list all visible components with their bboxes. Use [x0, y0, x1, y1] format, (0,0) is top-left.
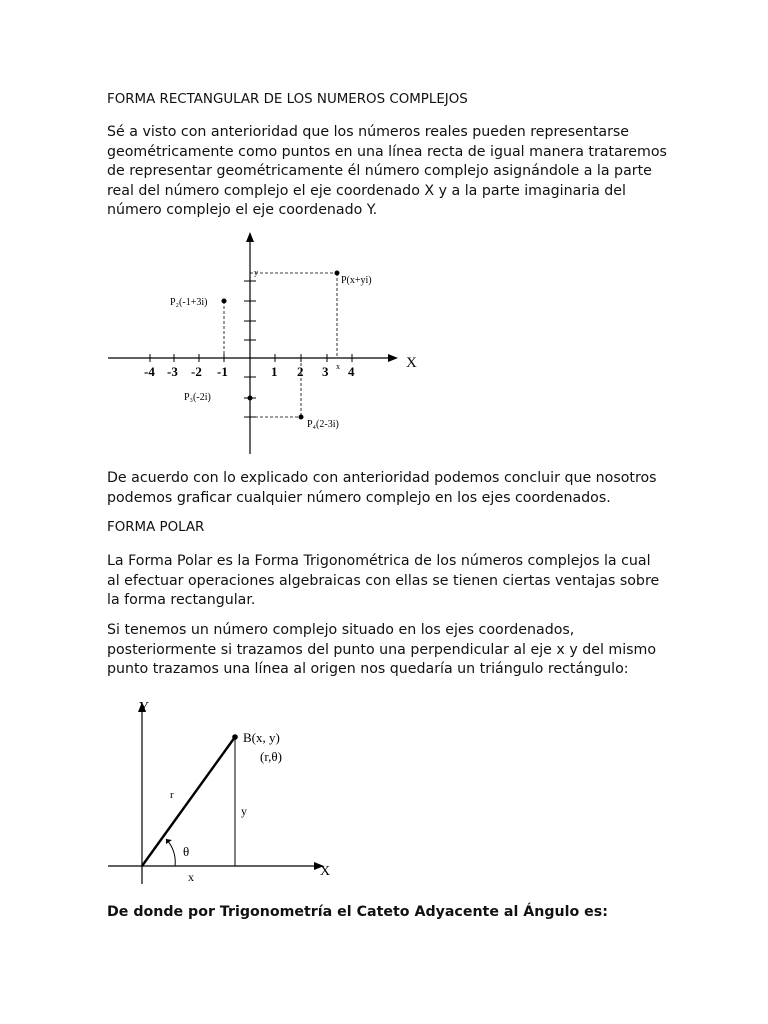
y-axis-arrow [246, 232, 254, 242]
y-marker: y [254, 268, 258, 277]
tick-label: 2 [297, 364, 304, 379]
heading-forma-rectangular: FORMA RECTANGULAR DE LOS NUMEROS COMPLEJOS [107, 92, 468, 107]
point-p-group [250, 268, 372, 371]
heading-forma-polar: FORMA POLAR [107, 520, 205, 535]
point-p [335, 271, 340, 276]
tick-label: -3 [167, 364, 178, 379]
point-p3-label: P₃(-2i) [184, 392, 211, 403]
y-side-label: y [241, 804, 247, 818]
paragraph-conclusion: De acuerdo con lo explicado con anterioridad podemos concluir que nosotros podemos graficar cualquier número complejo en los ejes coordenados. [107, 470, 657, 506]
x-axis-label: X [320, 864, 331, 879]
point-p4 [299, 415, 304, 420]
radius-label: r [170, 789, 174, 801]
theta-label: θ [183, 844, 190, 859]
point-p3-group [184, 392, 253, 403]
x-side-label: x [188, 870, 194, 884]
tick-label: -4 [144, 364, 155, 379]
paragraph-trigonometry: De donde por Trigonometría el Cateto Adyacente al Ángulo es: [107, 904, 608, 920]
tick-label: 1 [271, 364, 278, 379]
polar-coordinates-label: (r,θ) [260, 749, 282, 764]
tick-label: -2 [191, 364, 202, 379]
paragraph-triangle: Si tenemos un número complejo situado en los ejes coordenados, posteriormente si trazamos del punto una perpendicular al eje x y del mismo punto trazamos una línea al origen nos quedaría un triángulo rectángulo: [107, 622, 657, 677]
paragraph-polar-definition: La Forma Polar es la Forma Trigonométrica de los números complejos la cual al efectuar operaciones algebraicas con ellas se tienen ciertas ventajas sobre la forma rectangular. [107, 553, 660, 608]
complex-plane-figure [100, 228, 420, 460]
point-p2-label: P₂(-1+3i) [170, 297, 208, 308]
tick-label: 4 [348, 364, 355, 379]
tick-label: -1 [217, 364, 228, 379]
x-marker: x [336, 362, 340, 371]
polar-triangle-figure [100, 694, 350, 890]
x-axis-label: X [406, 355, 417, 371]
point-b-label: B(x, y) [243, 730, 280, 745]
tick-label: 3 [322, 364, 329, 379]
point-p3 [248, 396, 253, 401]
point-p2-group [170, 297, 227, 358]
point-p2 [222, 299, 227, 304]
y-axis-label: Y [139, 700, 150, 715]
paragraph-intro: Sé a visto con anterioridad que los números reales pueden representarse geométricamente como puntos en una línea recta de igual manera trataremos de representar geométricamente él número complejo asignándole a la parte real del número complejo el eje coordenado X y a la parte imaginaria del número complejo el eje coordenado Y. [107, 124, 667, 218]
point-p4-label: P₄(2-3i) [307, 419, 339, 430]
point-p-label: P(x+yi) [341, 275, 372, 286]
x-axis-arrow [388, 354, 398, 362]
